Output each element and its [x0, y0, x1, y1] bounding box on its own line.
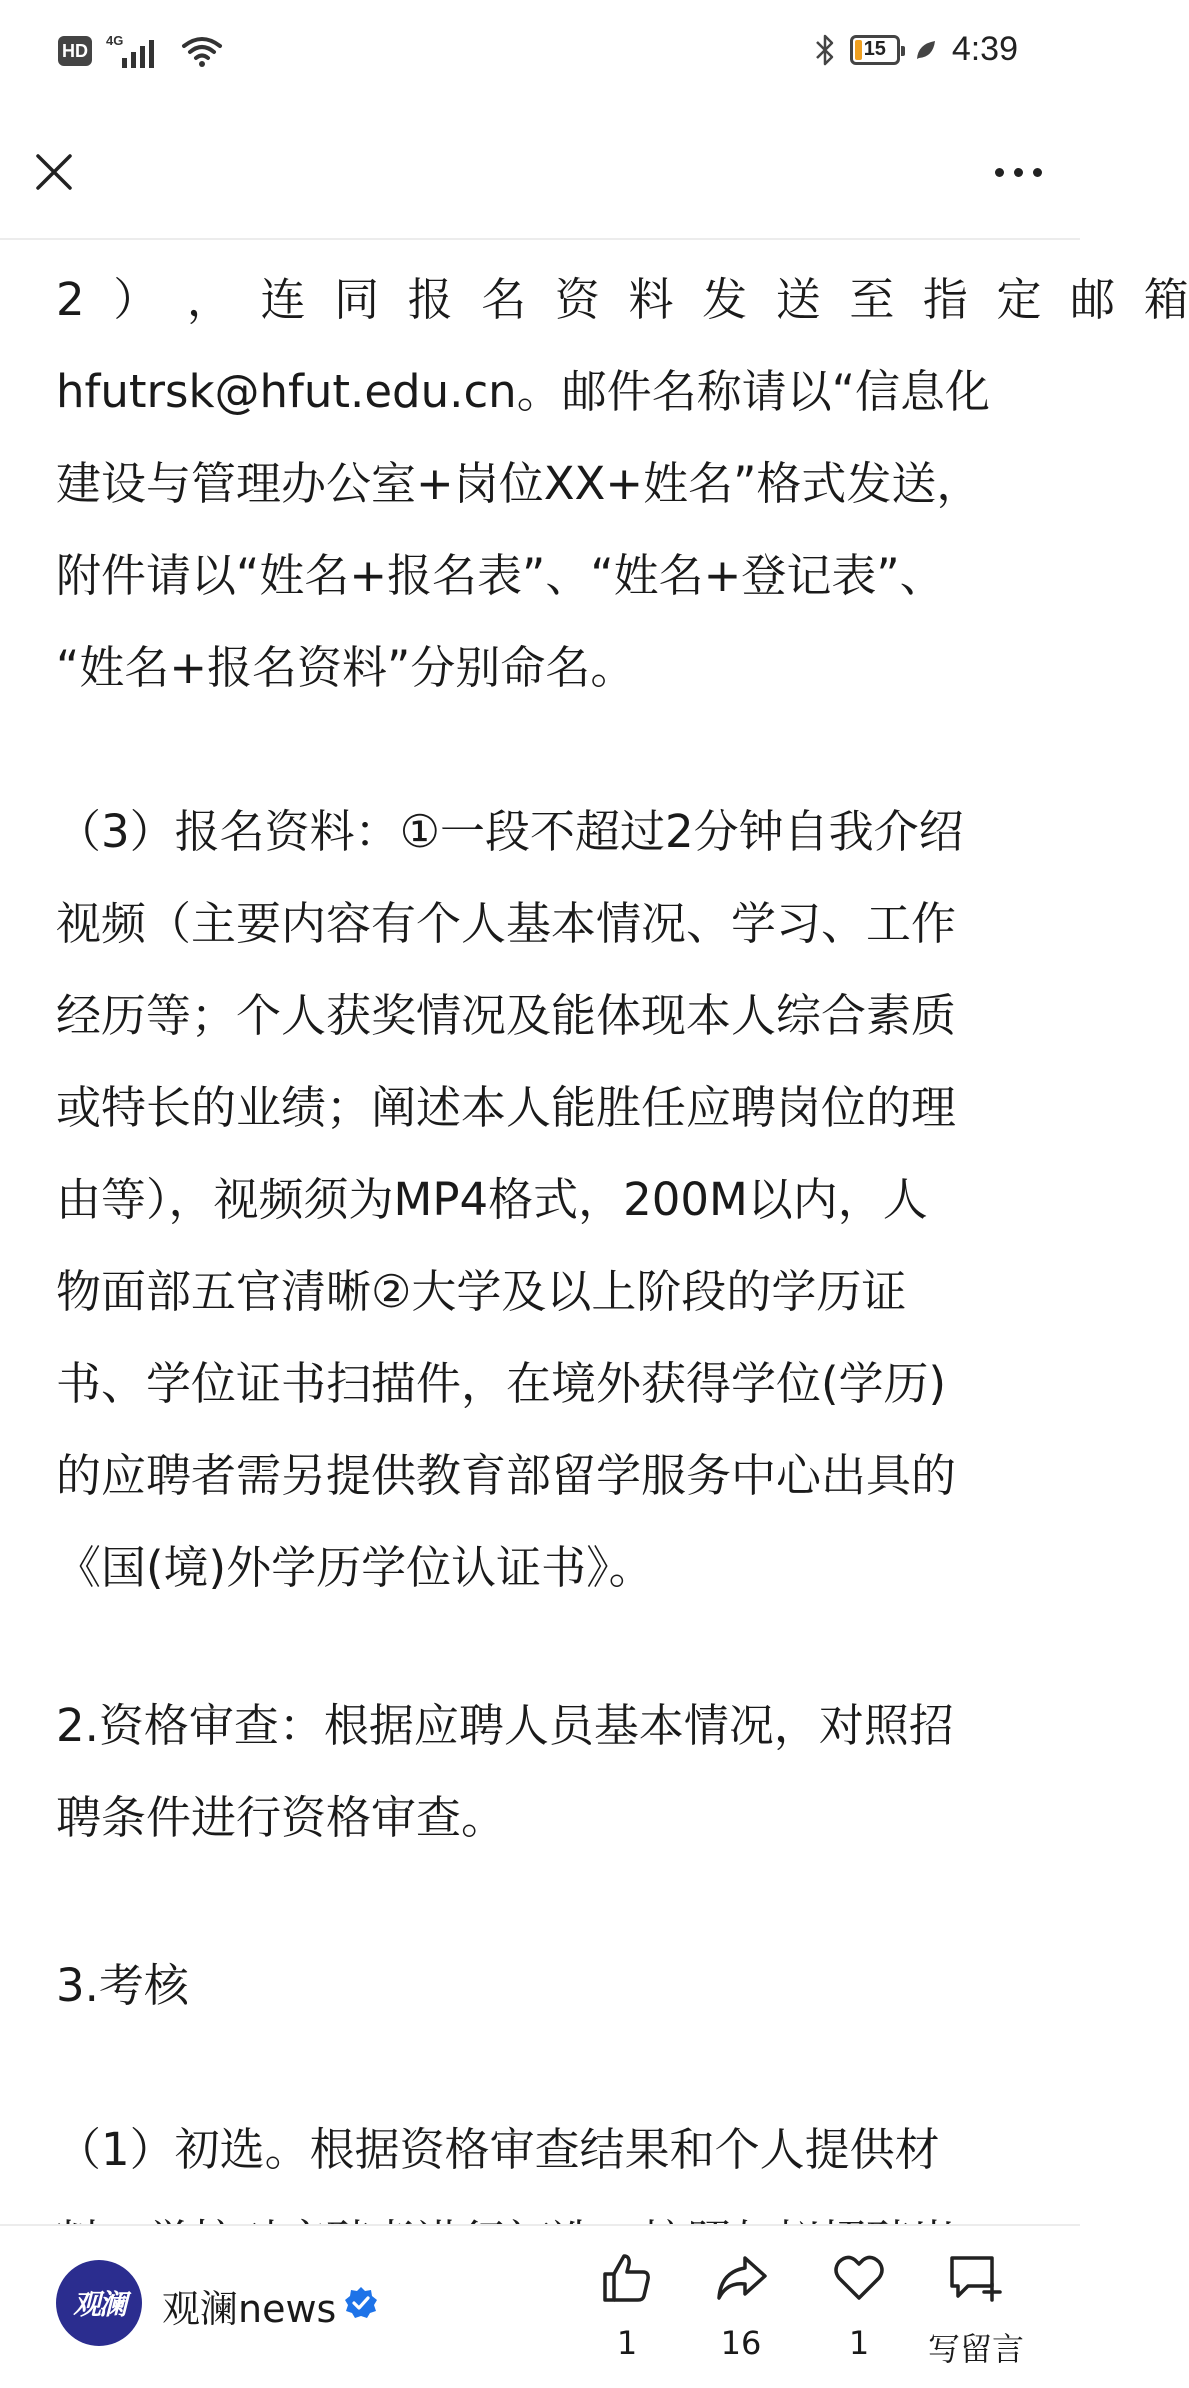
article-line: 附件请以“姓名+报名表”、“姓名+登记表”、 [56, 549, 945, 602]
article-line: 视频（主要内容有个人基本情况、学习、工作 [56, 897, 957, 950]
article-line: 建设与管理办公室+岗位XX+姓名”格式发送， [56, 457, 982, 510]
write-comment-label: 写留言 [927, 2330, 1024, 2368]
article-line: 2 ） ， 连 同 报 名 资 料 发 送 至 指 定 邮 箱 [56, 273, 1189, 326]
comment-add-icon [948, 2250, 1004, 2306]
source-logo[interactable] [56, 2260, 142, 2346]
article-line: （3）报名资料：①一段不超过2分钟自我介绍 [56, 805, 964, 858]
leaf-icon [914, 38, 938, 62]
wifi-icon [180, 34, 224, 68]
clock: 4:39 [951, 30, 1018, 68]
article-line: 《国(境)外学历学位认证书》。 [56, 1541, 654, 1594]
close-icon [34, 152, 74, 192]
more-dot-icon [995, 168, 1004, 177]
thumbs-up-icon [599, 2250, 655, 2306]
share-button[interactable] [686, 2250, 796, 2380]
heart-icon [831, 2250, 887, 2306]
favorite-button[interactable] [804, 2250, 914, 2380]
status-left [58, 34, 224, 68]
more-dot-icon [1014, 168, 1023, 177]
article-line: “姓名+报名资料”分别命名。 [56, 641, 636, 694]
source-name[interactable]: 观澜news [162, 2287, 337, 2331]
article-line: 书、学位证书扫描件，在境外获得学位(学历) [56, 1357, 947, 1410]
more-options-button[interactable] [976, 140, 1060, 204]
bottom-action-bar [0, 2224, 1080, 2388]
article-line: 由等），视频须为MP4格式，200M以内，人 [56, 1173, 928, 1226]
share-count: 16 [720, 2324, 762, 2362]
verified-badge-icon [344, 2286, 378, 2320]
hd-indicator: HD [58, 36, 92, 66]
article-line: 物面部五官清晰②大学及以上阶段的学历证 [56, 1265, 907, 1318]
write-comment-button[interactable] [914, 2250, 1038, 2380]
like-button[interactable] [572, 2250, 682, 2380]
battery-icon [850, 35, 900, 65]
battery-level: 15 [863, 38, 886, 60]
article-header [0, 110, 1080, 240]
article-body[interactable] [0, 238, 1189, 2224]
bluetooth-icon [814, 33, 836, 67]
logo-text: 观澜 [72, 2288, 125, 2321]
article-line: （1）初选。根据资格审查结果和个人提供材 [56, 2123, 940, 2176]
article-line: 聘条件进行资格审查。 [56, 1791, 507, 1844]
signal-icon [106, 34, 166, 68]
close-button[interactable] [22, 140, 86, 204]
article-line: hfutrsk@hfut.edu.cn。邮件名称请以“信息化 [56, 365, 991, 418]
like-count: 1 [616, 2324, 638, 2362]
article-line: 经历等；个人获奖情况及能体现本人综合素质 [56, 989, 957, 1042]
share-icon [713, 2250, 769, 2306]
more-dot-icon [1033, 168, 1042, 177]
article-line: 或特长的业绩；阐述本人能胜任应聘岗位的理 [56, 1081, 957, 1134]
network-type: 4G [106, 33, 124, 48]
article-line: 3.考核 [56, 1959, 189, 2012]
status-bar [0, 0, 1080, 110]
status-right [814, 30, 1018, 69]
article-line: 2.资格审查：根据应聘人员基本情况，对照招 [56, 1699, 954, 1752]
favorite-count: 1 [848, 2324, 870, 2362]
article-line: 的应聘者需另提供教育部留学服务中心出具的 [56, 1449, 957, 1502]
